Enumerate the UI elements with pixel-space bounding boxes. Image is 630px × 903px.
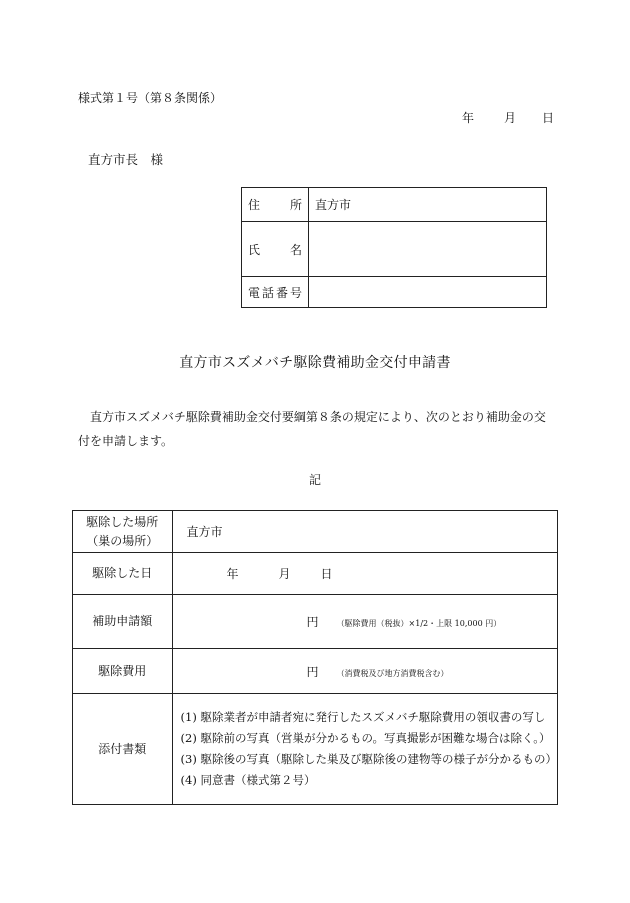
addressee: 直方市長 様 [88,152,164,167]
removal-date-field[interactable] [172,553,557,595]
removal-date-year: 年 [226,567,239,581]
ki-heading: 記 [308,473,321,487]
form-number: 様式第１号（第８条関係） [78,91,223,105]
attachments-label: 添付書類 [73,694,173,805]
attachment-item: (4) 同意書（様式第２号） [180,773,316,787]
cost-note: （消費税及び地方消費税含む） [336,668,449,678]
phone-label: 電話番号 [242,277,309,308]
cost-field[interactable] [172,649,557,694]
date-month: 月 [504,111,517,125]
body-text: 直方市スズメバチ駆除費補助金交付要綱第８条の規定により、次のとおり補助金の交付を申請します。 [78,410,546,448]
subsidy-label: 補助申請額 [73,595,173,649]
attachment-item: (3) 駆除後の写真（駆除した巣及び駆除後の建物等の様子が分かるもの） [180,752,557,766]
subsidy-field[interactable] [172,595,557,649]
removal-date-month: 月 [278,567,291,581]
application-date [462,109,554,126]
address-field[interactable]: 直方市 [309,188,547,222]
cost-label: 駆除費用 [73,649,173,694]
date-day: 日 [542,111,555,125]
name-field[interactable] [309,222,547,277]
subsidy-yen: 円 [306,615,319,629]
phone-field[interactable] [309,277,547,308]
date-year: 年 [462,111,475,125]
attachments-list [172,694,557,805]
attachment-item: (1) 駆除業者が申請者宛に発行したスズメバチ駆除費用の領収書の写し [180,710,546,724]
document-title: 直方市スズメバチ駆除費補助金交付申請書 [179,355,451,371]
attachment-item: (2) 駆除前の写真（営巣が分かるもの。写真撮影が困難な場合は除く。） [180,731,551,745]
date-label: 駆除した日 [73,553,173,595]
place-field[interactable]: 直方市 [172,511,557,553]
details-table [72,510,558,805]
address-label: 住 所 [242,188,309,222]
subsidy-note: （駆除費用（税抜）×1/2・上限 10,000 円） [336,619,502,628]
name-label: 氏 名 [242,222,309,277]
removal-date-day: 日 [320,567,333,581]
applicant-info-table [241,187,547,308]
place-label: 駆除した場所 （巣の場所） [73,511,173,553]
cost-yen: 円 [306,664,319,679]
